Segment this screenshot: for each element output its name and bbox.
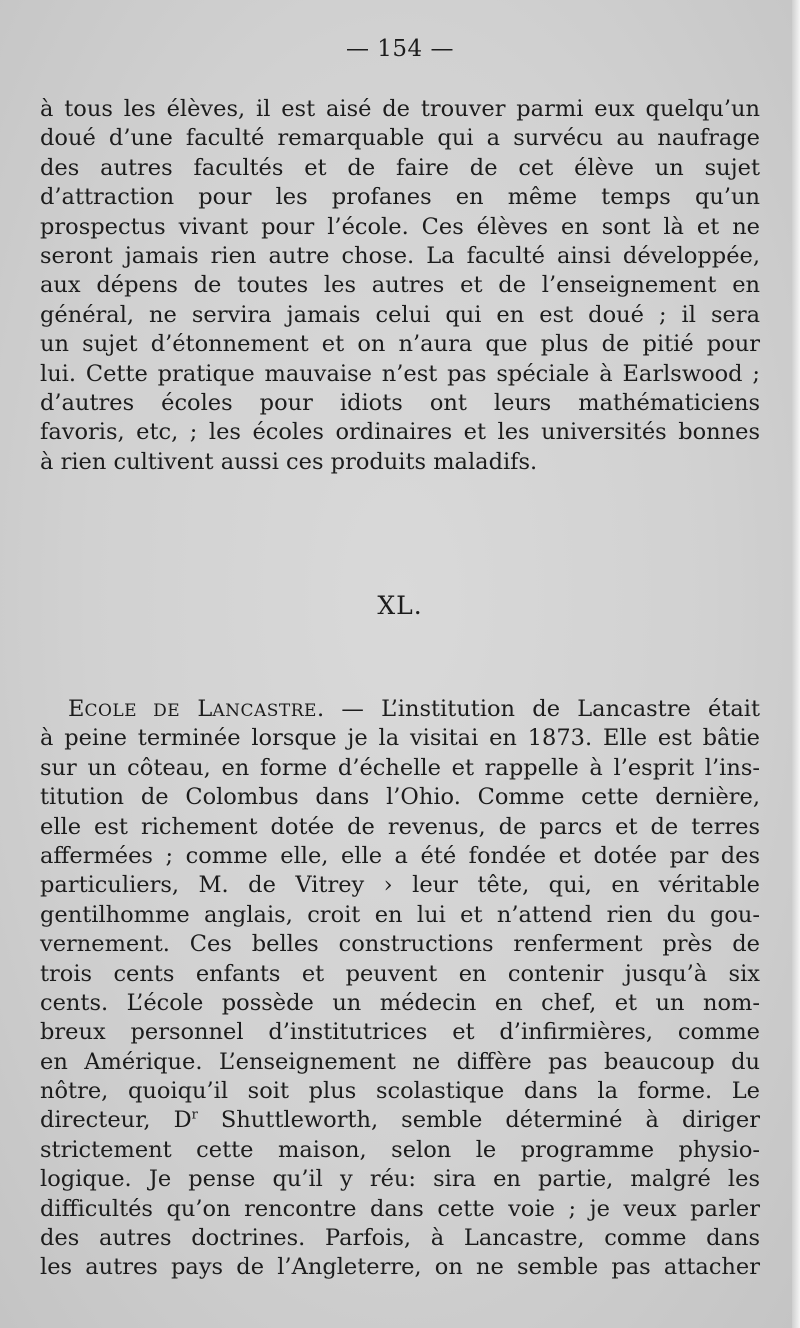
paragraph-2 <box>40 695 760 1283</box>
text-line: elle est richement dotée de revenus, de parcs et de terres <box>40 813 760 840</box>
text-line: trois cents enfants et peuvent en contenir jusqu’à six <box>40 960 760 987</box>
dr-suffix: Shuttleworth, semble déterminé à diriger <box>197 1107 761 1134</box>
title-initial: E <box>68 696 85 722</box>
page-number: — 154 — <box>345 36 455 62</box>
dr-superscript: r <box>191 1107 198 1123</box>
text-line: nôtre, quoiqu’il soit plus scolastique dans la forme. Le <box>40 1078 760 1105</box>
text-line: gentilhomme anglais, croit en lui et n’attend rien du gou- <box>40 901 760 928</box>
section-heading: XL. <box>377 591 423 620</box>
text-line: seront jamais rien autre chose. La faculté ainsi développée, <box>40 242 760 269</box>
text-line: difficultés qu’on rencontre dans cette voie ; je veux parler <box>40 1195 760 1222</box>
text-line: prospectus vivant pour l’école. Ces élèves en sont là et ne <box>40 213 760 240</box>
text-line: titution de Colombus dans l’Ohio. Comme cette dernière, <box>40 784 760 811</box>
text-line: à tous les élèves, il est aisé de trouver parmi eux quelqu’un <box>40 96 760 122</box>
text-line: à peine terminée lorsque je la visitai en 1873. Elle est bâtie <box>40 725 760 752</box>
text-line: à rien cultivent aussi ces produits maladifs. <box>40 448 538 475</box>
title-smallcaps: COLE DE <box>84 701 181 721</box>
text-line: lui. Cette pratique mauvaise n’est pas spéciale à Earlswood ; <box>40 360 760 387</box>
section-title-line <box>40 695 760 724</box>
paragraph-1 <box>40 95 760 477</box>
text-line: affermées ; comme elle, elle a été fondée et dotée par des <box>40 842 760 869</box>
text-line: vernement. Ces belles constructions renferment près de <box>40 931 760 958</box>
text-line: un sujet d’étonnement et on n’aura que plus de pitié pour <box>40 331 760 358</box>
title-initial: L <box>197 696 213 722</box>
title-smallcaps: ANCASTRE <box>212 701 317 721</box>
text-line: des autres facultés et de faire de cet élève un sujet <box>40 154 760 181</box>
text-line: particuliers, M. de Vitrey › leur tête, qui, en véritable <box>40 872 760 899</box>
text-line: général, ne servira jamais celui qui en est doué ; il sera <box>40 301 760 328</box>
text-line: sur un côteau, en forme d’échelle et rappelle à l’esprit l’ins- <box>40 754 760 781</box>
text-line: favoris, etc, ; les écoles ordinaires et les universités bonnes <box>40 419 760 446</box>
text-line: cents. L’école possède un médecin en chef, et un nom- <box>40 989 760 1016</box>
text-line: des autres doctrines. Parfois, à Lancastre, comme dans <box>40 1225 760 1252</box>
text-line: aux dépens de toutes les autres et de l’enseignement en <box>40 272 760 299</box>
text-line: d’autres écoles pour idiots ont leurs mathématiciens <box>40 389 760 416</box>
text-line: breux personnel d’institutrices et d’infirmières, comme <box>40 1019 760 1046</box>
title-tail: . — L’institution de Lancastre était <box>316 696 761 722</box>
dr-prefix: directeur, D <box>40 1107 192 1134</box>
text-line: en Amérique. L’enseignement ne diffère pas beaucoup du <box>40 1048 760 1075</box>
text-line: les autres pays de l’Angleterre, on ne semble pas attacher <box>40 1254 760 1281</box>
page-edge <box>792 0 800 1328</box>
text-line: doué d’une faculté remarquable qui a survécu au naufrage <box>40 125 760 152</box>
text-line <box>40 1106 760 1135</box>
text-line: strictement cette maison, selon le programme physio- <box>40 1136 760 1163</box>
text-line: logique. Je pense qu’il y réu: sira en partie, malgré les <box>40 1166 760 1193</box>
text-line: d’attraction pour les profanes en même temps qu’un <box>40 184 760 211</box>
